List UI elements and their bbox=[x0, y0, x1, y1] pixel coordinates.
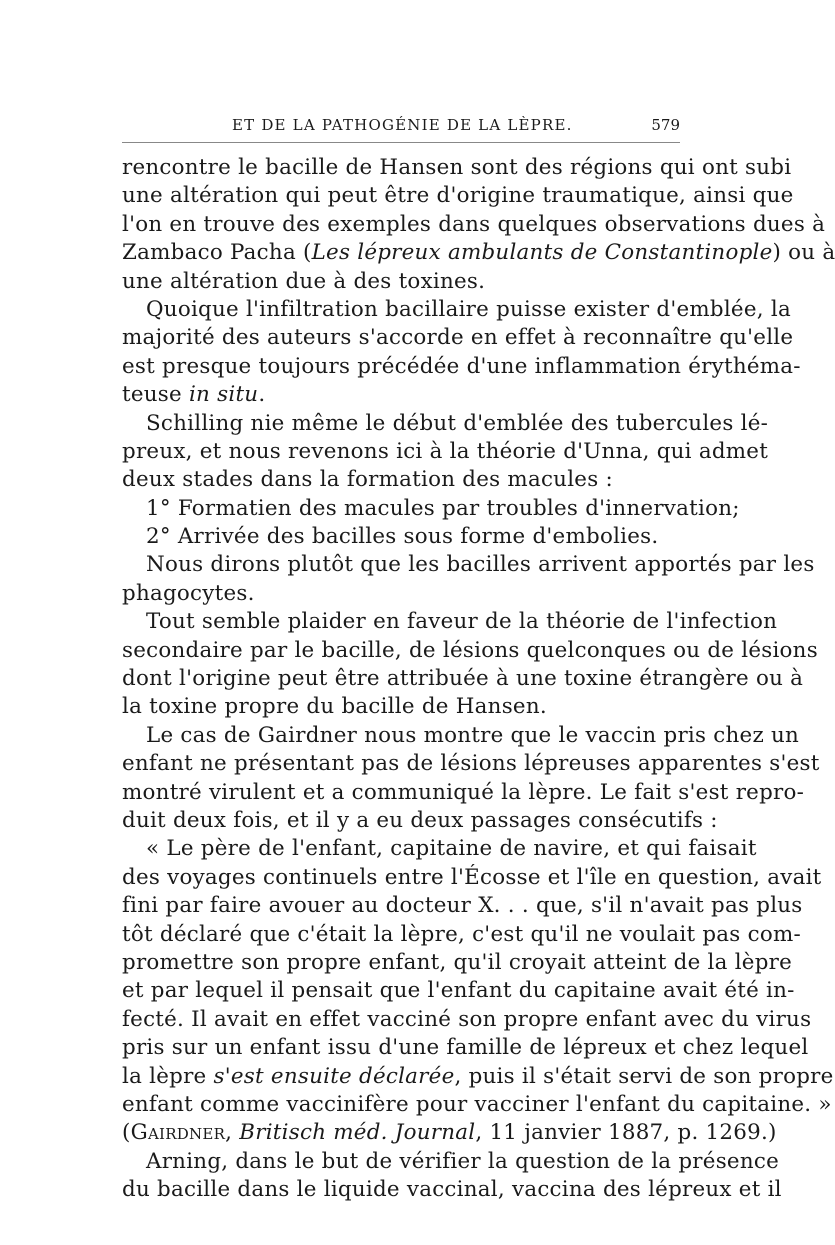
text-line: enfant ne présentant pas de lésions lépreuses apparentes s'est bbox=[122, 751, 820, 777]
text-run: . bbox=[258, 382, 266, 408]
text-line bbox=[122, 239, 835, 267]
text-line: l'on en trouve des exemples dans quelques observations dues à bbox=[122, 211, 826, 237]
text-line: Schilling nie même le début d'emblée des tubercules lé- bbox=[146, 410, 769, 436]
text-line: une altération qui peut être d'origine traumatique, ainsi que bbox=[122, 183, 794, 209]
text-line: phagocytes. bbox=[122, 580, 255, 606]
quote-line: « Le père de l'enfant, capitaine de navire, et qui faisait bbox=[146, 836, 757, 862]
text-run: Zambaco Pacha ( bbox=[122, 240, 312, 266]
text-line: Quoique l'infiltration bacillaire puisse exister d'emblée, la bbox=[146, 296, 791, 322]
quote-line: fini par faire avouer au docteur X. . . que, s'il n'avait pas plus bbox=[122, 893, 803, 919]
text-run: ( bbox=[122, 1120, 131, 1146]
text-line: Arning, dans le but de vérifier la question de la présence bbox=[146, 1148, 779, 1174]
list-item: 1° Formatien des macules par troubles d'innervation; bbox=[146, 495, 740, 521]
list-item: 2° Arrivée des bacilles sous forme d'embolies. bbox=[146, 524, 659, 550]
text-line: deux stades dans la formation des macules : bbox=[122, 467, 613, 493]
quote-line: enfant comme vaccinifère pour vacciner l'enfant du capitaine. » bbox=[122, 1091, 832, 1117]
text-line: Nous dirons plutôt que les bacilles arrivent apportés par les bbox=[146, 552, 815, 578]
text-line: preux, et nous revenons ici à la théorie d'Unna, qui admet bbox=[122, 438, 769, 464]
text-line bbox=[122, 381, 680, 409]
text-run: la lèpre bbox=[122, 1063, 214, 1089]
body-text bbox=[122, 154, 835, 1204]
running-head bbox=[122, 112, 680, 143]
quote-line: pris sur un enfant issu d'une famille de lépreux et chez lequel bbox=[122, 1035, 809, 1061]
text-line: duit deux fois, et il y a eu deux passages consécutifs : bbox=[122, 807, 718, 833]
text-line: du bacille dans le liquide vaccinal, vaccina des lépreux et il bbox=[122, 1177, 782, 1203]
text-run: teuse bbox=[122, 382, 189, 408]
text-line: montré virulent et a communiqué la lèpre. Le fait s'est repro- bbox=[122, 779, 805, 805]
text-line: majorité des auteurs s'accorde en effet à reconnaître qu'elle bbox=[122, 325, 794, 351]
quote-line bbox=[122, 1063, 834, 1091]
quote-line: tôt déclaré que c'était la lèpre, c'est qu'il ne voulait pas com- bbox=[122, 921, 801, 947]
citation-line bbox=[122, 1119, 777, 1147]
italic-phrase: in situ bbox=[188, 382, 259, 408]
citation-journal: Britisch méd. Journal bbox=[239, 1120, 476, 1146]
running-title: ET DE LA PATHOGÉNIE DE LA LÈPRE. bbox=[232, 116, 573, 134]
text-run: ) ou à bbox=[772, 240, 835, 266]
quote-line: promettre son propre enfant, qu'il croyait atteint de la lèpre bbox=[122, 949, 793, 975]
quote-line: des voyages continuels entre l'Écosse et l'île en question, avait bbox=[122, 864, 822, 890]
text-line: la toxine propre du bacille de Hansen. bbox=[122, 694, 547, 720]
italic-title: Les lépreux ambulants de Constantinople bbox=[311, 240, 773, 266]
text-line: Tout semble plaider en faveur de la théorie de l'infection bbox=[146, 609, 778, 635]
quote-line: fecté. Il avait en effet vacciné son propre enfant avec du virus bbox=[122, 1006, 812, 1032]
quote-line: et par lequel il pensait que l'enfant du capitaine avait été in- bbox=[122, 978, 795, 1004]
text-line: rencontre le bacille de Hansen sont des régions qui ont subi bbox=[122, 155, 792, 180]
text-line: Le cas de Gairdner nous montre que le vaccin pris chez un bbox=[146, 722, 800, 748]
text-line: une altération due à des toxines. bbox=[122, 268, 486, 294]
page-number: 579 bbox=[651, 116, 680, 134]
text-run: , 11 janvier 1887, p. 1269.) bbox=[475, 1120, 777, 1146]
text-line: secondaire par le bacille, de lésions quelconques ou de lésions bbox=[122, 637, 818, 663]
italic-phrase: s'est ensuite déclarée bbox=[213, 1063, 455, 1089]
text-line: dont l'origine peut être attribuée à une toxine étrangère ou à bbox=[122, 666, 804, 692]
text-run: , bbox=[225, 1120, 240, 1146]
text-line: est presque toujours précédée d'une inflammation érythéma- bbox=[122, 353, 801, 379]
text-run: , puis il s'était servi de son propre bbox=[454, 1063, 834, 1089]
citation-author: Gairdner bbox=[130, 1120, 226, 1146]
